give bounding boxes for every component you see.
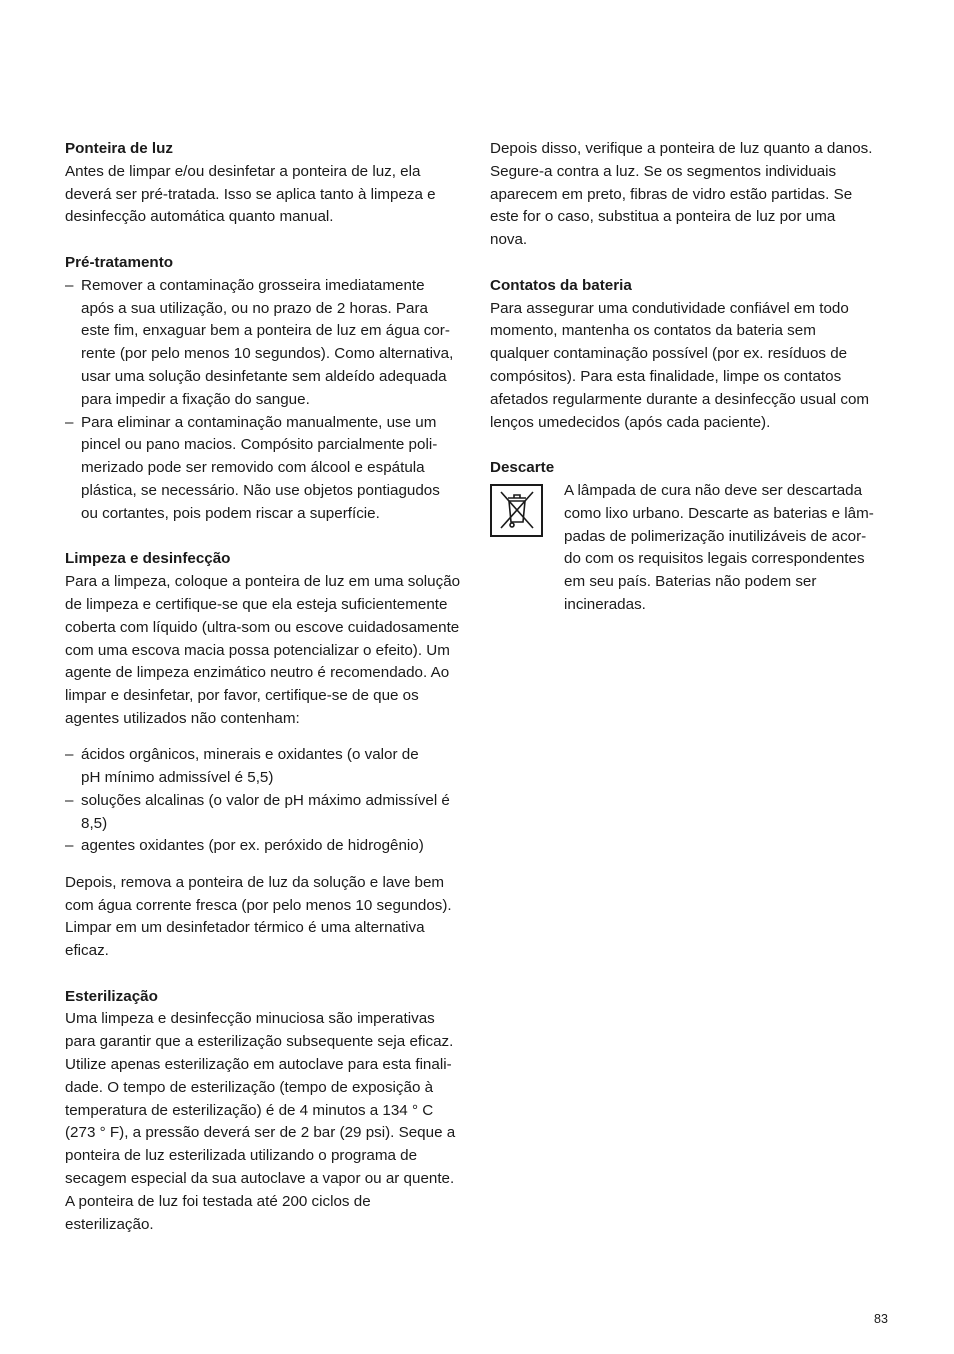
section-descarte <box>490 457 890 617</box>
section-paragraph: Para assegurar uma condutividade confiável em todo momento, mantenha os contatos da bateria sem qualquer contaminação possível (por ex. resíduos de compósitos). Para esta finalidade, limpe os contatos afetados regularmente durante a desinfecção usual com lenços umedecidos (após cada paciente). <box>490 299 870 431</box>
bullet-dash: – <box>65 746 74 764</box>
section-paragraph: Depois disso, verifique a ponteira de luz quanto a danos. Segure-a contra a luz. Se os segmentos individuais aparecem em preto, fibras de vidro estão partidas. Se este for o caso, substitua a ponteira de luz por uma nova. <box>490 140 873 249</box>
section-paragraph: A lâmpada de cura não deve ser descartada como lixo urbano. Descarte as baterias e lâm- padas de polimerização inutilizáveis de acor- do com os requisitos legais correspondentes em seu país. Baterias não podem ser incineradas. <box>564 481 874 613</box>
section-verificacao <box>490 138 890 252</box>
list-item: – Para eliminar a contaminação manualmente, use um pincel ou pano macios. Compósito parcialmente poli- merizado pode ser removido com álcool e espátula plástica, se necessário. Não use objetos pontiagudos ou cortantes, pois podem riscar a superfície. <box>65 413 440 522</box>
section-heading: Limpeza e desinfecção <box>65 550 231 568</box>
page-number: 83 <box>874 1312 888 1326</box>
bullet-list <box>65 275 465 526</box>
text-line: deverá ser pré-tratada. Isso se aplica tanto à limpeza e <box>65 185 436 203</box>
section-heading: Esterilização <box>65 987 158 1005</box>
section-paragraph: Para a limpeza, coloque a ponteira de luz em uma solução de limpeza e certifique-se que ela esteja suficientemente coberta com líquido (ultra-som ou escove cuidadosamente com uma escova macia possa potencializar o efeito). Um agente de limpeza enzimático neutro é recomendado. Ao limpar e desinfetar, por favor, certifique-se de que os agentes utilizados não contenham: <box>65 573 461 727</box>
section-contatos-da-bateria <box>490 275 890 435</box>
list-item: – ácidos orgânicos, minerais e oxidantes (o valor de pH mínimo admissível é 5,5) <box>65 746 419 787</box>
section-pre-tratamento <box>65 252 465 526</box>
text-line: Antes de limpar e/ou desinfetar a ponteira de luz, ela <box>65 162 421 180</box>
list-item: – soluções alcalinas (o valor de pH máximo admissível é 8,5) <box>65 791 450 832</box>
section-paragraph: Depois, remova a ponteira de luz da solução e lave bem com água corrente fresca (por pelo menos 10 segundos). Limpar em um desinfetador térmico é uma alternativa eficaz. <box>65 873 452 960</box>
section-limpeza-e-desinfeccao <box>65 548 465 963</box>
section-heading: Pré-tratamento <box>65 253 174 271</box>
list-item: – Remover a contaminação grosseira imediatamente após a sua utilização, ou no prazo de 2 horas. Para este fim, enxaguar bem a ponteira de luz em água cor- rente (por pelo menos 10 segundos). Como alternativa, usar uma solução desinfetante sem aldeído adequada para impedir a fixação do sangue. <box>65 276 454 408</box>
section-esterilizacao <box>65 986 465 1237</box>
text-line: desinfecção automática quanto manual. <box>65 208 334 226</box>
section-heading: Contatos da bateria <box>490 276 632 294</box>
bullet-dash: – <box>65 791 74 809</box>
section-heading: Descarte <box>490 459 555 477</box>
bullet-dash: – <box>65 837 74 855</box>
bullet-list <box>65 744 465 858</box>
list-item: – agentes oxidantes (por ex. peróxido de hidrogênio) <box>65 835 465 858</box>
disposal-block <box>490 480 890 617</box>
bullet-dash: – <box>65 276 74 294</box>
left-column <box>65 138 465 1236</box>
bullet-dash: – <box>65 413 74 431</box>
section-heading: Ponteira de luz <box>65 140 174 157</box>
section-paragraph <box>65 161 465 229</box>
section-paragraph: Uma limpeza e desinfecção minuciosa são imperativas para garantir que a esterilização subsequente seja eficaz. Utilize apenas esterilização em autoclave para esta finali- dade. O tempo de esterilização (tempo de exposição à temperatura de esterilização) é de 4 minutos a 134 ° C (273 ° F), a pressão deverá ser de 2 bar (29 psi). Seque a ponteira de luz esterilizada utilizando o programa de secagem especial da sua autoclave a vapor ou ar quente. A ponteira de luz foi testada até 200 ciclos de esterilização. <box>65 1010 456 1233</box>
right-column <box>490 138 890 617</box>
section-ponteira-de-luz <box>65 138 465 229</box>
crossed-out-wheelie-bin-icon <box>490 484 543 537</box>
